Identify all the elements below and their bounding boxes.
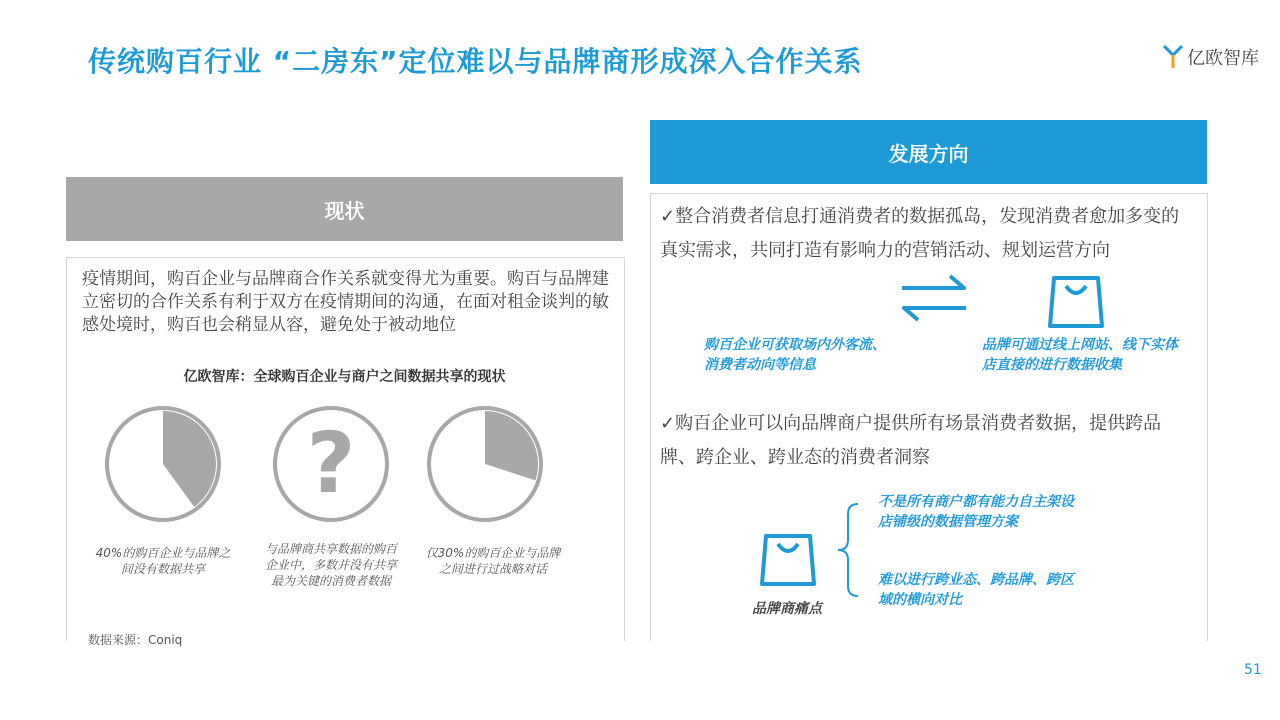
question-mark-icon: ? [306, 414, 356, 512]
direction-point-1 [660, 200, 1180, 268]
pie-caption-3: 仅30%的购百企业与品牌之间进行过战略对话 [425, 546, 561, 576]
status-intro: 疫情期间，购百企业与品牌商合作关系就变得尤为重要。购百与品牌建立密切的合作关系有利于双方在疫情期间的沟通，在面对租金谈判的敏感处境时，购百也会稍显从容，避免处于被动地位 [82, 269, 609, 335]
pie-caption-2: 与品牌商共享数据的购百企业中，多数并没有共享最为关键的消费者数据 [264, 542, 397, 588]
brand-data-note: 品牌可通过线上网站、线下实体店直接的进行数据收集 [982, 337, 1178, 373]
logo-text: 亿欧智库 [1187, 48, 1259, 69]
direction-point-2-text: 购百企业可以向品牌商户提供所有场景消费者数据，提供跨品牌、跨企业、跨业态的消费者洞察 [660, 413, 1162, 468]
brace-icon [832, 502, 862, 598]
status-header: 现状 [66, 177, 623, 241]
exchange-arrows-icon [898, 272, 970, 324]
pie-caption-1: 40%的购百企业与品牌之间没有数据共享 [95, 546, 231, 576]
pie-chart-no-sharing [103, 404, 223, 524]
brand-pain-label: 品牌商痛点 [752, 601, 822, 617]
pie-chart-unknown [271, 404, 391, 524]
shopping-bag-icon [758, 530, 818, 588]
yiou-logo-icon [1163, 44, 1183, 70]
check-icon: ✓ [660, 206, 676, 227]
direction-header: 发展方向 [650, 120, 1207, 184]
direction-point-2 [660, 407, 1180, 475]
shopping-bag-icon [1046, 272, 1106, 330]
pain-point-1: 不是所有商户都有能力自主架设店铺级的数据管理方案 [878, 494, 1074, 530]
mall-data-note: 购百企业可获取场内外客流、消费者动向等信息 [704, 337, 886, 373]
chart-title: 亿欧智库：全球购百企业与商户之间数据共享的现状 [183, 369, 506, 385]
check-icon: ✓ [660, 413, 676, 434]
logo [1163, 44, 1259, 70]
page-number: 51 [1244, 662, 1262, 678]
page-title: 传统购百行业 “二房东”定位难以与品牌商形成深入合作关系 [88, 45, 863, 78]
pie-chart-strategy-dialog [425, 404, 545, 524]
pain-point-2: 难以进行跨业态、跨品牌、跨区域的横向对比 [878, 572, 1074, 608]
direction-point-1-text: 整合消费者信息打通消费者的数据孤岛，发现消费者愈加多变的真实需求，共同打造有影响力的营销活动、规划运营方向 [660, 206, 1180, 261]
data-source: 数据来源：Coniq [88, 633, 183, 647]
